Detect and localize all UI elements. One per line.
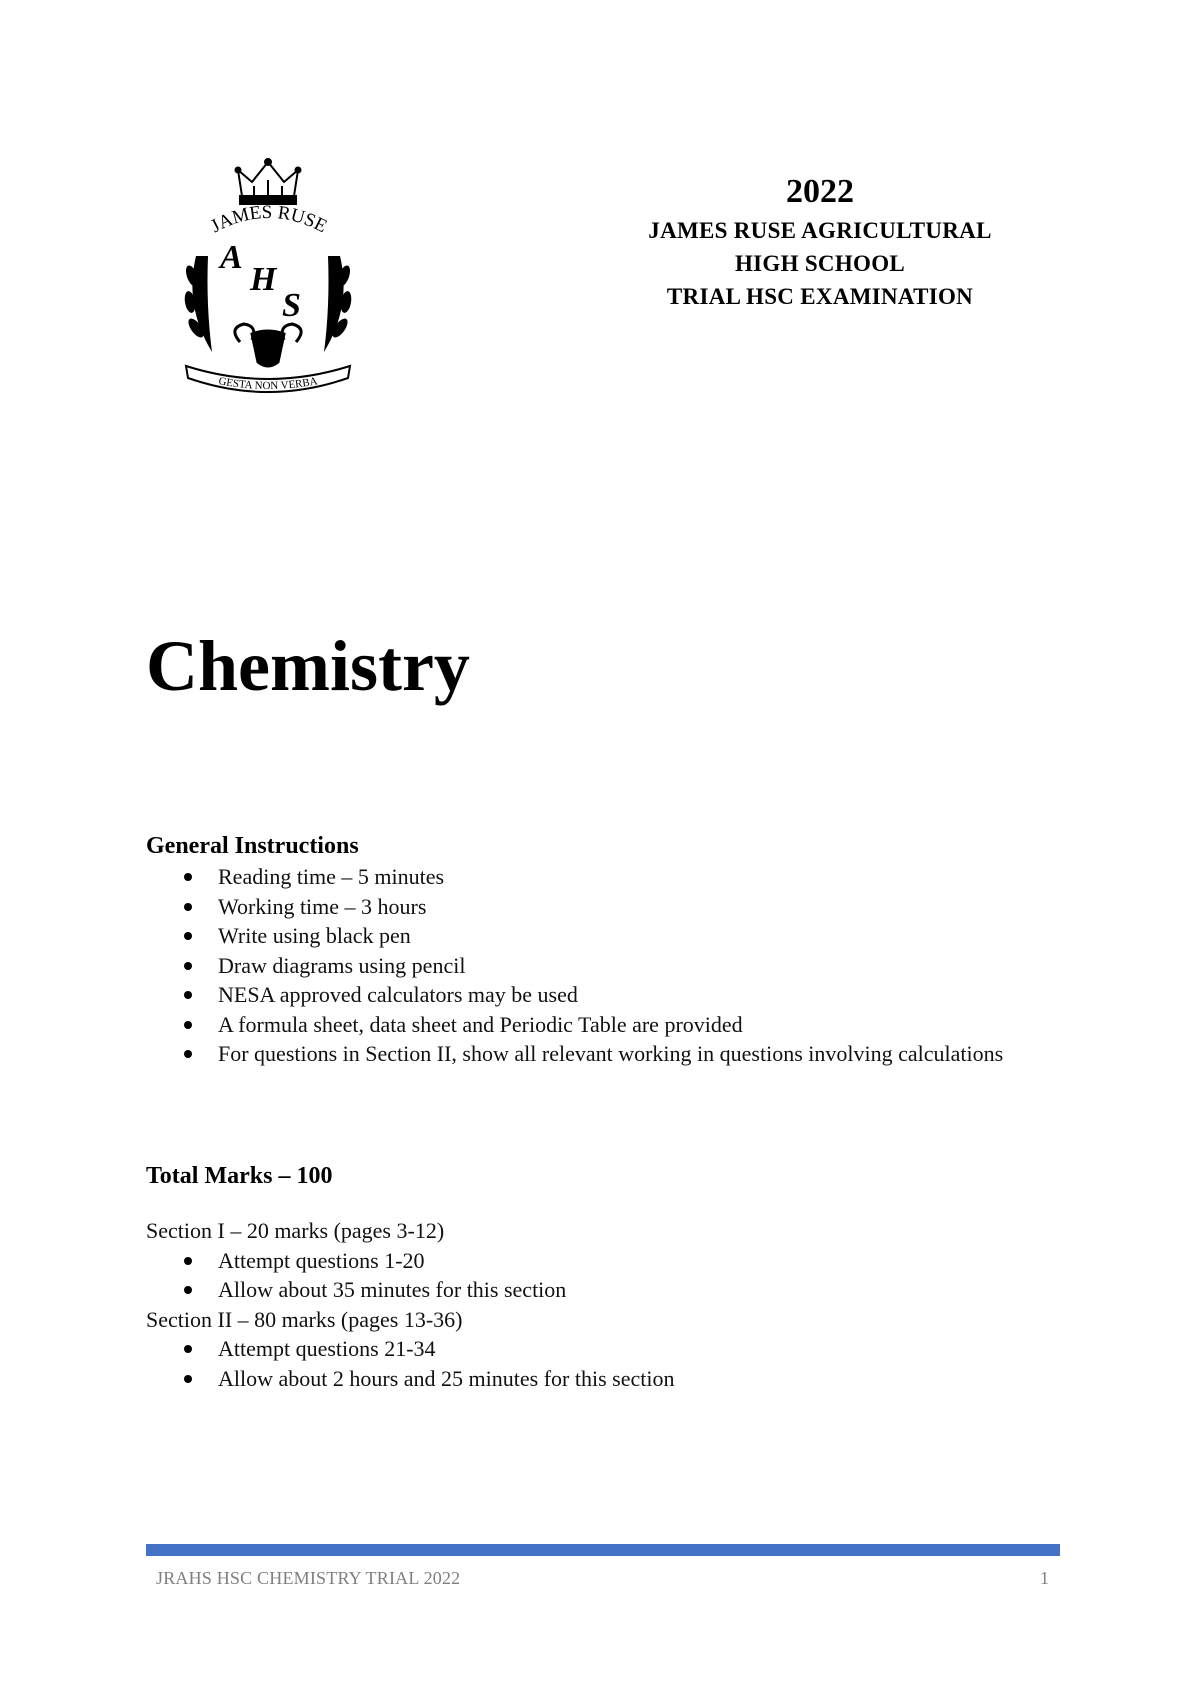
bullet-icon	[184, 1286, 192, 1294]
section-2-title: Section II – 80 marks (pages 13-36)	[146, 1306, 463, 1332]
crest-initial-s: S	[282, 287, 301, 324]
school-name-line2: HIGH SCHOOL	[734, 251, 906, 276]
page-number: 1	[1040, 1568, 1049, 1588]
school-crest-logo	[178, 156, 358, 396]
crest-motto-banner: GESTA NON VERBA	[217, 375, 319, 393]
bullet-icon	[184, 1257, 192, 1265]
list-item: For questions in Section II, show all relevant working in questions involving calculations	[146, 1039, 1046, 1069]
exam-header	[600, 172, 1040, 313]
list-item: Attempt questions 1-20	[146, 1246, 1046, 1276]
general-instructions	[146, 830, 1046, 1069]
section-1-title: Section I – 20 marks (pages 3-12)	[146, 1218, 445, 1243]
svg-text:JAMES RUSE	[207, 202, 330, 237]
list-item: A formula sheet, data sheet and Periodic Table are provided	[146, 1010, 1046, 1040]
total-marks	[146, 1160, 1046, 1393]
instruction-list	[146, 862, 1046, 1069]
svg-text:GESTA NON VERBA	[218, 375, 319, 392]
general-instructions-heading: General Instructions	[146, 833, 359, 859]
section-1-list	[146, 1246, 1046, 1305]
list-item: Working time – 3 hours	[146, 892, 1046, 922]
bullet-icon	[184, 903, 192, 911]
list-item: Allow about 2 hours and 25 minutes for this section	[146, 1364, 1046, 1394]
bullet-icon	[184, 1375, 192, 1383]
bullet-icon	[184, 1021, 192, 1029]
list-item: Write using black pen	[146, 921, 1046, 951]
crown-icon	[236, 159, 301, 204]
subject-title: Chemistry	[146, 626, 470, 706]
list-item: Reading time – 5 minutes	[146, 862, 1046, 892]
section-2-list	[146, 1334, 1046, 1393]
list-item: NESA approved calculators may be used	[146, 980, 1046, 1010]
footer-divider	[146, 1544, 1060, 1556]
bullet-icon	[184, 932, 192, 940]
bullet-icon	[184, 962, 192, 970]
list-item: Attempt questions 21-34	[146, 1334, 1046, 1364]
school-name-line1: JAMES RUSE AGRICULTURAL	[648, 218, 992, 243]
list-item: Draw diagrams using pencil	[146, 951, 1046, 981]
bullet-icon	[184, 873, 192, 881]
exam-year: 2022	[786, 173, 854, 210]
list-item: Allow about 35 minutes for this section	[146, 1275, 1046, 1305]
bullet-icon	[184, 991, 192, 999]
crest-motto-top: JAMES RUSE	[207, 201, 331, 238]
footer-text: JRAHS HSC CHEMISTRY TRIAL 2022	[156, 1568, 461, 1588]
exam-title: TRIAL HSC EXAMINATION	[666, 284, 974, 309]
crest-initial-a: A	[220, 239, 243, 276]
bullet-icon	[184, 1050, 192, 1058]
total-marks-heading: Total Marks – 100	[146, 1163, 333, 1189]
crest-initial-h: H	[250, 261, 277, 298]
bullet-icon	[184, 1345, 192, 1353]
ram-icon	[235, 324, 301, 366]
